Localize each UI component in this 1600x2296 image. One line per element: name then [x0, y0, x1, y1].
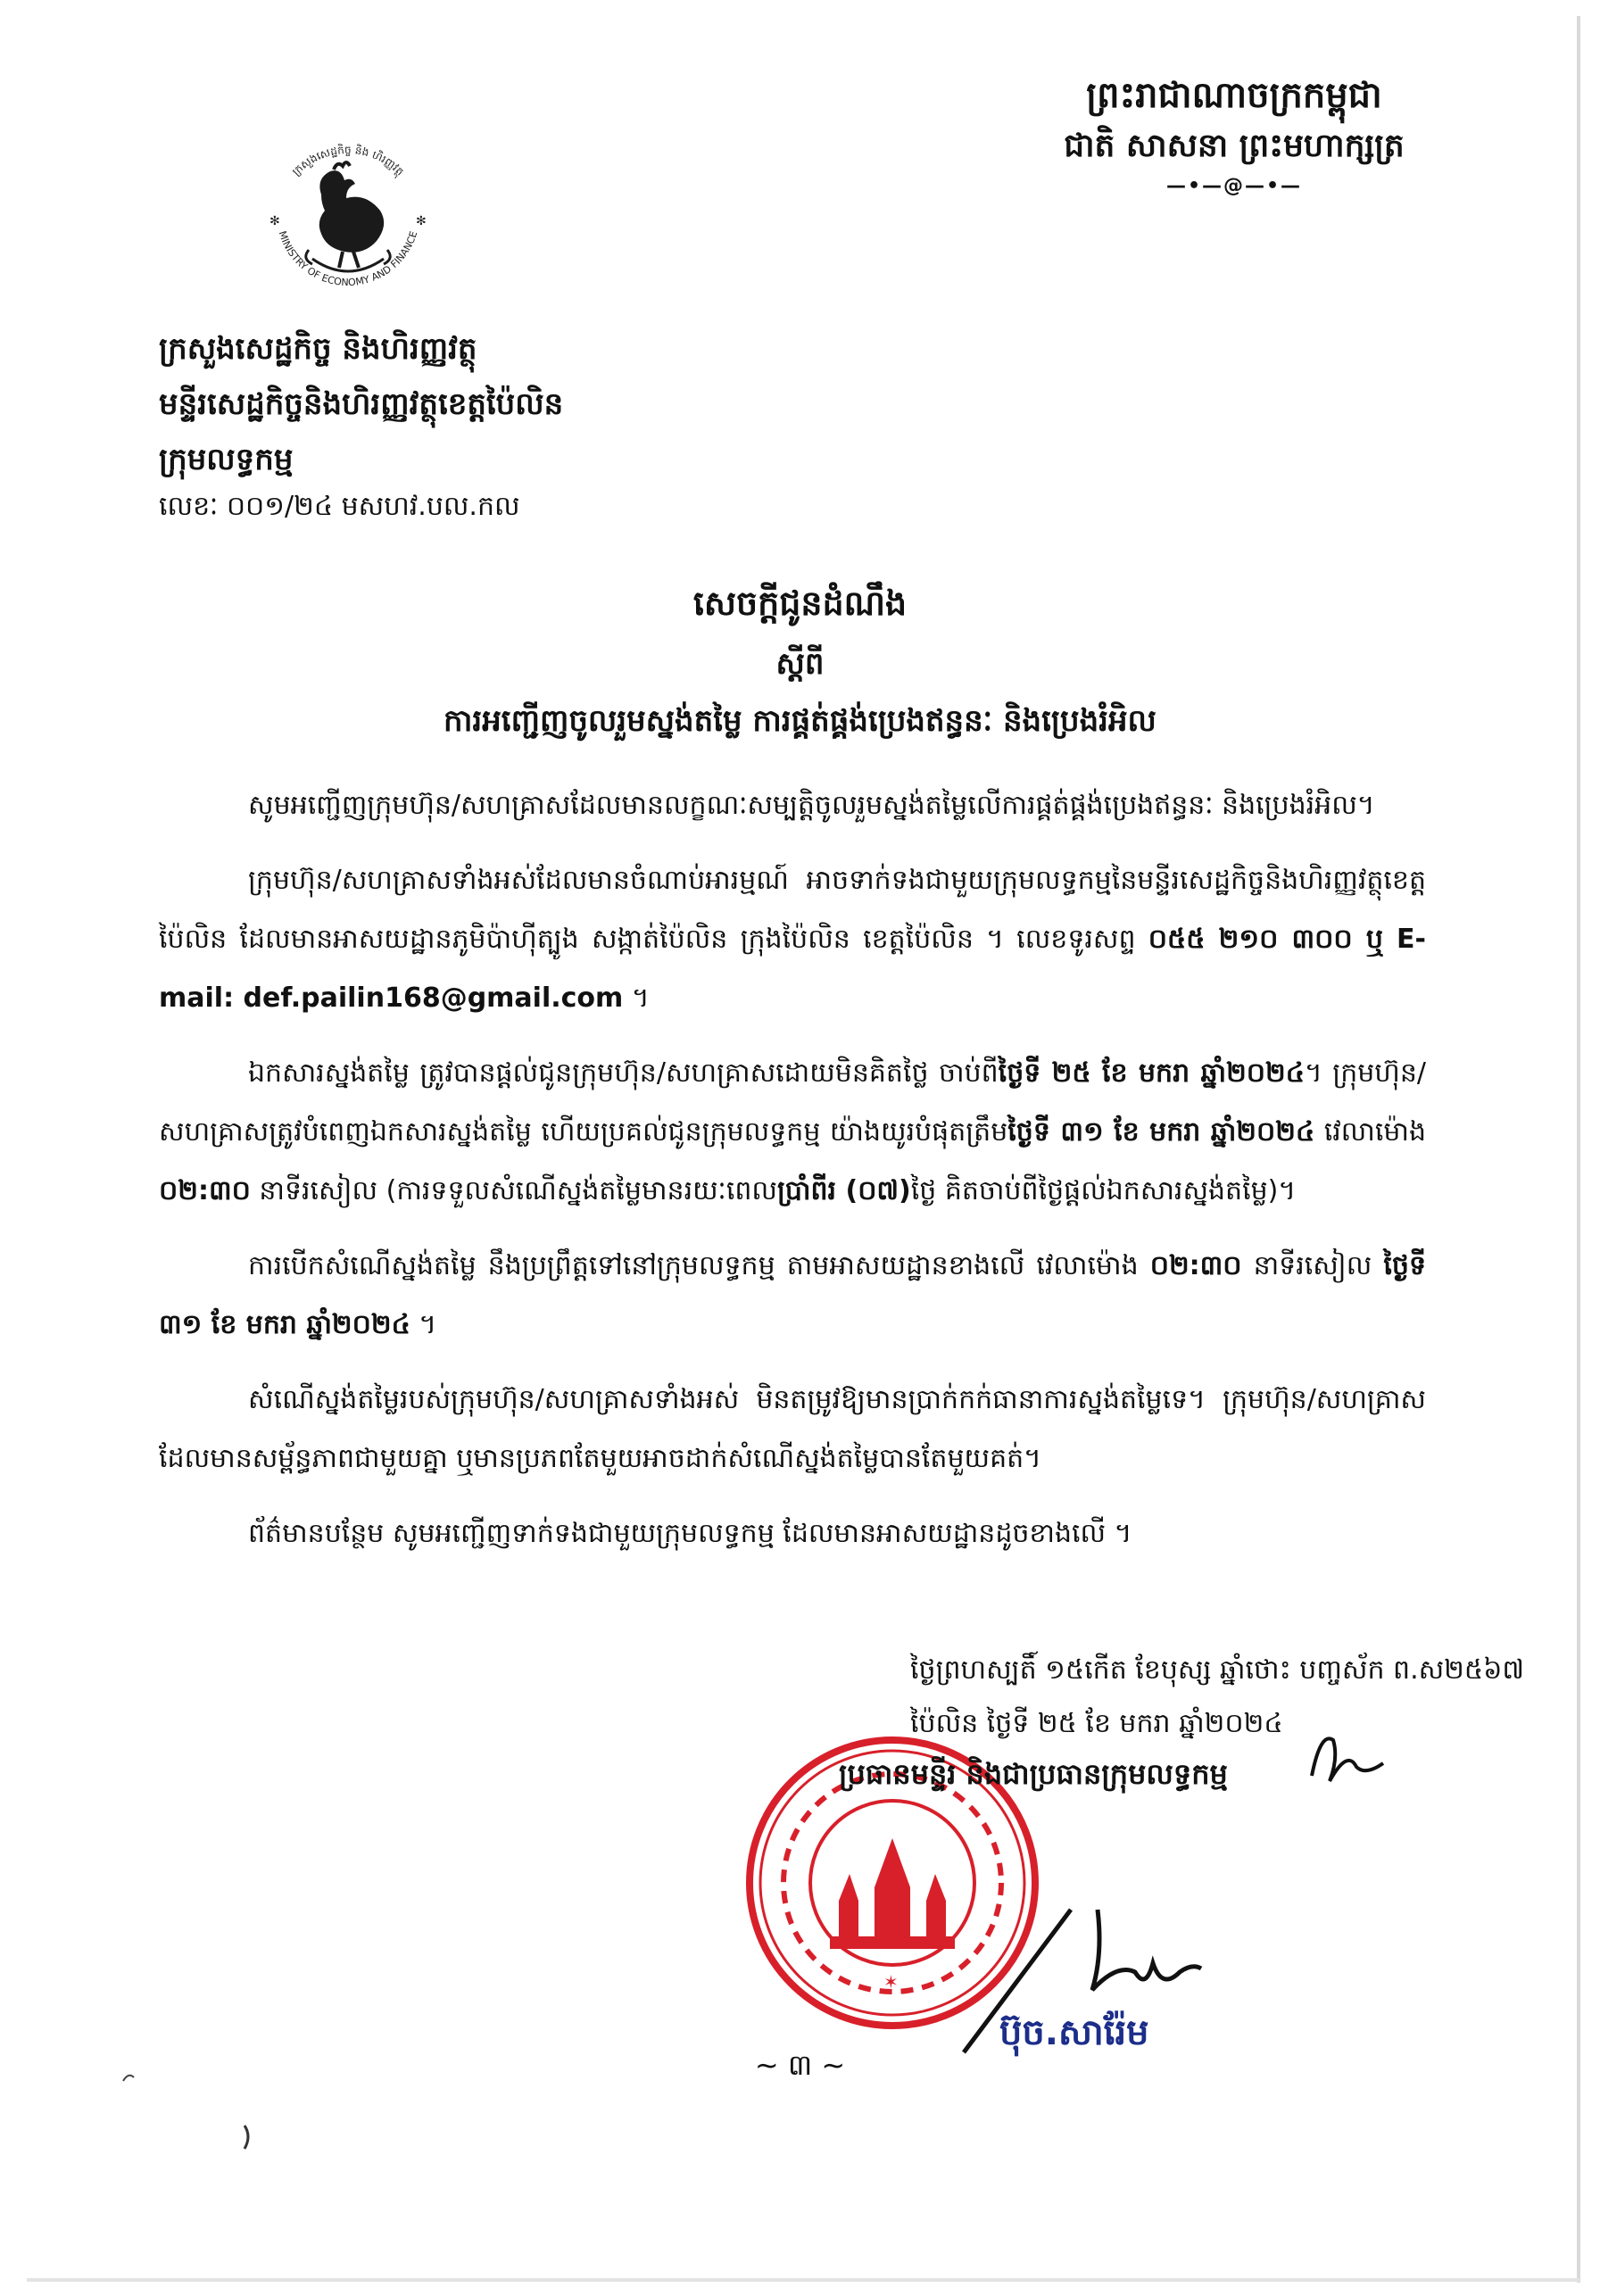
document-body [159, 776, 1426, 1579]
scan-mark-icon [241, 2124, 253, 2151]
contact-text: ក្រុមហ៊ុន/សហគ្រាសទាំងអស់ដែលមានចំណាប់អារម្មណ៍ អាចទាក់ទងជាមួយក្រុមលទ្ធកម្មនៃមន្ទីរសេដ្ឋកិច្ចនិងហិរញ្ញវត្ថុខេត្តប៉ៃលិន ដែលមានអាសយដ្ឋានភូមិប៉ាហ៊ីត្បូង សង្កាត់ប៉ៃលិន ក្រុងប៉ៃលិន ខេត្តប៉ៃលិន ។ លេខទូរសព្ទ [159, 865, 1426, 955]
initial-signature-icon [1294, 1722, 1392, 1794]
documents-text-i: ថ្ងៃ គិតចាប់ពីថ្ងៃផ្តល់ឯកសារស្នង់តម្លៃ)។ [910, 1175, 1297, 1206]
kingdom-header [1038, 70, 1430, 202]
title-line-subject: ការអញ្ជើញចូលរួមស្នង់តម្លៃ ការផ្គត់ផ្គង់ប្រេងឥន្ធនៈ និងប្រេងរំអិល [444, 703, 1156, 739]
opening-end: ។ [419, 1309, 437, 1340]
svg-text:✶: ✶ [883, 1971, 899, 1993]
documents-start-date: ថ្ងៃទី ២៥ ខែ មករា ឆ្នាំ២០២៤ [998, 1057, 1305, 1089]
svg-text:✻: ✻ [416, 214, 427, 228]
documents-validity-days: ប្រាំពីរ (០៧) [776, 1175, 911, 1206]
unit-name: ក្រុមលទ្ធកម្ម [159, 442, 294, 477]
paragraph-more-info: ព័ត៌មានបន្ថែម សូមអញ្ជើញទាក់ទងជាមួយក្រុមលទ្ធកម្ម ដែលមានអាសយដ្ឋានដូចខាងលើ ។ [248, 1518, 1132, 1549]
paragraph-deposit: សំណើស្នង់តម្លៃរបស់ក្រុមហ៊ុន/សហគ្រាសទាំងអស់ មិនតម្រូវឱ្យមានប្រាក់កក់ធានាការស្នង់តម្លៃទេ។ ក្រុមហ៊ុន/សហគ្រាសដែលមានសម្ព័ន្ធភាពជាមួយគ្នា ឬមានប្រភពតែមួយអាចដាក់សំណើស្នង់តម្លៃបានតែមួយគត់។ [159, 1384, 1426, 1474]
paragraph-documents [159, 1044, 1426, 1221]
signatory-name: ប៊ុច.សារ៉ែម [999, 2012, 1149, 2053]
page-edge-shadow [1577, 16, 1580, 2283]
opening-text-a: ការបើកសំណើស្នង់តម្លៃ នឹងប្រព្រឹត្តទៅនៅក្រុមលទ្ធកម្ម តាមអាសយដ្ឋានខាងលើ វេលាម៉ោង [248, 1250, 1139, 1281]
title-line-about: ស្តីពី [775, 646, 825, 682]
documents-text-c: ។ ក្រុមហ៊ុន/សហគ្រាសត្រូវបំពេញឯកសារស្នង់តម្លៃ ហើយប្រគល់ជូនក្រុមលទ្ធកម្ម យ៉ាងយូរបំផុតត្រឹម [159, 1057, 1426, 1148]
contact-end: ។ [631, 982, 650, 1014]
svg-text:✻: ✻ [269, 214, 280, 228]
signatory-title: ប្រធានមន្ទីរ និងជាប្រធានក្រុមលទ្ធកម្ម [839, 1757, 1228, 1791]
paragraph-contact [159, 851, 1426, 1028]
logo-arc-english: MINISTRY OF ECONOMY AND FINANCE [276, 229, 420, 289]
opening-text-c: នាទីរសៀល [1253, 1250, 1372, 1281]
department-name: មន្ទីរសេដ្ឋកិច្ចនិងហិរញ្ញវត្ថុខេត្តប៉ៃលិន [159, 386, 564, 422]
lunar-date: ថ្ងៃព្រហស្បតិ៍ ១៥កើត ខែបុស្ស ឆ្នាំថោះ បញ្ចស័ក ព.ស២៥៦៧ [910, 1654, 1524, 1686]
document-title [0, 571, 1600, 750]
documents-deadline-date: ថ្ងៃទី ៣១ ខែ មករា ឆ្នាំ២០២៤ [1007, 1116, 1315, 1148]
opening-date: ថ្ងៃទី ៣១ ខែ មករា ឆ្នាំ២០២៤ [159, 1250, 1426, 1340]
ministry-rooster-emblem-icon [259, 125, 437, 303]
documents-text-a: ឯកសារស្នង់តម្លៃ ត្រូវបានផ្តល់ជូនក្រុមហ៊ុន/សហគ្រាសដោយមិនគិតថ្លៃ ចាប់ពី [248, 1057, 999, 1089]
header-ornament: —•—@—•— [1165, 175, 1303, 197]
page-bottom-edge [27, 2278, 1579, 2282]
kingdom-name: ព្រះរាជាណាចក្រកម្ពុជា [1086, 75, 1382, 116]
opening-time: ០២:៣០ [1149, 1250, 1242, 1281]
documents-text-g: នាទីរសៀល (ការទទួលសំណើស្នង់តម្លៃមានរយៈពេល [259, 1175, 777, 1206]
logo-arc-khmer: ក្រសួងសេដ្ឋកិច្ច និង ហិរញ្ញវត្ថុ [289, 143, 407, 178]
paragraph-invitation: សូមអញ្ជើញក្រុមហ៊ុន/សហគ្រាសដែលមានលក្ខណៈសម្បត្តិចូលរួមស្នង់តម្លៃលើការផ្គត់ផ្គង់ប្រេងឥន្ធនៈ និងប្រេងរំអិល។ [248, 790, 1375, 821]
documents-deadline-time: ០២:៣០ [159, 1175, 251, 1206]
title-line-notice: សេចក្តីជូនដំណឹង [692, 584, 908, 623]
scan-dot-icon [120, 2068, 137, 2086]
sender-block [159, 321, 563, 487]
paragraph-opening [159, 1237, 1426, 1355]
page-number: ~ ៣ ~ [754, 2048, 846, 2082]
documents-text-e: វេលាម៉ោង [1314, 1116, 1427, 1148]
ministry-name: ក្រសួងសេដ្ឋកិច្ច និងហិរញ្ញវត្ថុ [159, 331, 477, 367]
solar-date: ប៉ៃលិន ថ្ងៃទី ២៥ ខែ មករា ឆ្នាំ២០២៤ [910, 1708, 1283, 1739]
contact-phone-email: ០៥៥ ២១០ ៣០០ ឬ E-mail: def.pailin168@gmail.com [159, 924, 1426, 1014]
national-motto: ជាតិ សាសនា ព្រះមហាក្សត្រ [1064, 128, 1405, 164]
reference-number: លេខៈ ០០១/២៤ មសហវ.បល.កល [159, 491, 520, 522]
